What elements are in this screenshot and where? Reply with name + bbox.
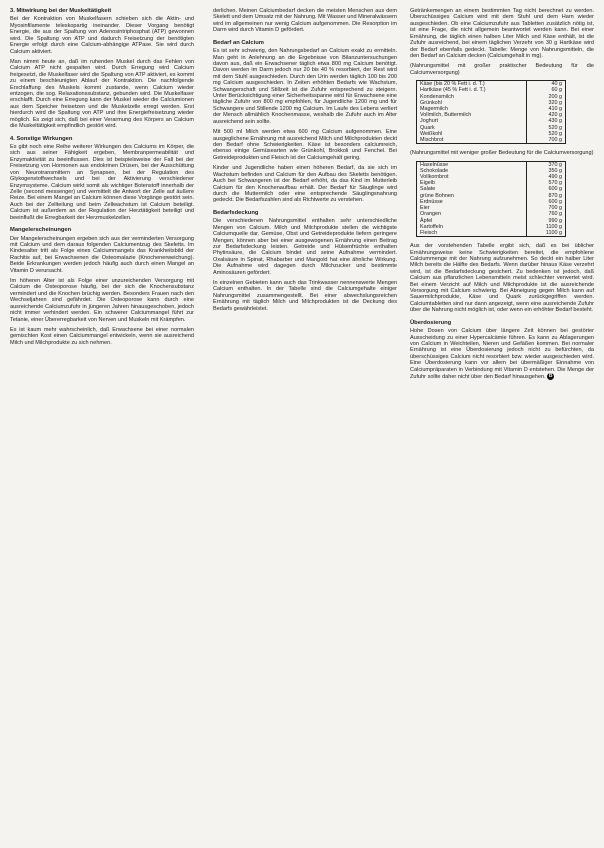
section-heading-deficiency: Mangelerscheinungen — [10, 227, 72, 234]
food-name: Äpfel — [420, 217, 433, 224]
food-amount: 700 g — [527, 137, 566, 144]
paragraph: Im höheren Alter ist als Folge einer unzureichenden Versorgung mit Calcium die Osteoporose häufig, bei der sich die Knochensubstanz vermindert und die Knochen brüchig werden. Besonders Frauen nach den Wechseljahren sind gefährdet. Die Osteoporose kann durch eine ausreichende Calciumzufuhr in jüngeren Jahren hinausgeschoben, jedoch nicht immer verhindert werden. Ein schwerer Calciummangel führt zur Tetanie, einer Übererregbarkeit von Nerven und Muskeln mit Krämpfen. — [10, 278, 194, 323]
food-amount: 350 g — [527, 168, 566, 174]
paragraph: Es ist sehr schwierig, den Nahrungsbedarf an Calcium exakt zu ermitteln. Man geht in Anlehnung an die Ergebnisse von Bilanzuntersuchungen davon aus, daß ein Erwachsener täglich etwa 800 mg Calcium benötigt. Davon werden im Darm jedoch nur 20 bis 40 % resorbiert, der Rest wird mit dem Stuhl ausgeschieden. Durch den Urin werden täglich 100 bis 200 mg Calcium ausgeschieden. In Zeiten erhöhten Bedarfs wie Wachstum, Schwangerschaft und Stillzeit ist die Zufuhr entsprechend zu steigern. Unter Berücksichtigung einer Sicherheitsspanne wird für Erwachsene eine tägliche Zufuhr von 800 mg empfohlen, für Jugendliche 1200 mg und für Schwangere und Stillende 1200 mg Calcium. Im Laufe des Lebens verliert der Mensch allmählich Knochenmasse, weshalb die Zufuhr auch im Alter ausreichend sein sollte. — [213, 48, 397, 125]
food-name: Orangen — [420, 211, 441, 218]
food-amount: 40 g — [527, 81, 566, 88]
food-name: Magermilch — [420, 106, 448, 113]
food-amount: 700 g — [527, 205, 566, 211]
food-amount: 430 g — [527, 118, 566, 124]
section-heading-muscle: 3. Mitwirkung bei der Muskeltätigkeit — [10, 8, 112, 14]
food-amount: 870 g — [527, 193, 566, 199]
food-amount: 1100 g — [527, 224, 566, 230]
food-name: Weißkohl — [420, 130, 443, 137]
food-name: Hartkäse (45 % Fett i. d. T.) — [420, 87, 486, 94]
food-name: Joghurt — [420, 118, 438, 125]
food-amount: 320 g — [527, 100, 566, 106]
paragraph: In einzelnen Gebieten kann auch das Trinkwasser nennenswerte Mengen Calcium enthalten. In der Tabelle sind die Calciumgehalte einiger Nahrungsmittel zusammengestellt. Bei einer abwechslungsreichen Ernährung mit täglich Milch und Milchprodukten ist die Deckung des Bedarfs gewährleistet. — [213, 280, 397, 312]
food-amount: 520 g — [527, 125, 566, 131]
food-amount: 410 g — [527, 106, 566, 112]
paragraph: Kinder und Jugendliche haben einen höheren Bedarf, da sie sich im Wachstum befinden und Calcium für den Aufbau des Skeletts benötigen. Auch bei Schwangeren ist der Bedarf erhöht, da das Kind im Mutterleib Calcium für den Knochenaufbau erhält. Der Bedarf für Säuglinge wird durch die Muttermilch oder eine entsprechende Säuglingsnahrung gedeckt. Die Bedarfszahlen sind als Richtwerte zu verstehen. — [213, 165, 397, 204]
food-name: Vollkornbrot — [420, 174, 449, 181]
food-name: Haselnüsse — [420, 161, 449, 168]
paragraph: Bei der Kontraktion von Muskelfasern schieben sich die Aktin- und Myosinfilamente teleskopartig ineinander. Dieser Vorgang benötigt Energie, die aus der Spaltung von Adenosintriphosphat (ATP) gewonnen wird. Die Spaltung von ATP und dadurch Freisetzung der benötigten Energie erfolgt durch eine Calcium-abhängige ATPase. Sie wird durch Calcium aktiviert. — [10, 16, 194, 55]
food-name: grüne Bohnen — [420, 192, 454, 199]
food-amount: 600 g — [527, 199, 566, 205]
food-amount: 1100 g — [527, 230, 566, 237]
food-name: Grünkohl — [420, 99, 442, 106]
food-amount: 570 g — [527, 180, 566, 186]
overdose-text: Hohe Dosen von Calcium über längere Zeit können bei gestörter Ausscheidung zu einer Hypercalcämie führen. Es kann zu Ablagerungen von Calcium in Weichteilen, Nieren und Gefäßen kommen. Bei normaler Ernährung ist eine Überdosierung jedoch nicht zu befürchten, da überschüssiges Calcium nicht resorbiert bzw. wieder ausgeschieden wird. Eine Überdosierung kann vor allem bei übermäßiger Einnahme von Calciumpräparaten in Verbindung mit Vitamin D entstehen. Die Menge der Zufuhr sollte daher nicht über den Bedarf hinausgehen. — [410, 328, 594, 381]
text-column-right — [410, 8, 594, 385]
food-name: Vollmilch, Buttermilch — [420, 112, 472, 119]
paragraph: Aus der vorstehenden Tabelle ergibt sich, daß es bei üblicher Ernährungsweise keine Schwierigkeiten bereitet, die empfohlene Calciummenge mit der Nahrung aufzunehmen. So deckt ein halber Liter Milch bereits die Hälfte des Bedarfs. Wenn darüber hinaus Käse verzehrt wird, ist die Bedarfsdeckung gesichert. Zu bedenken ist jedoch, daß Calcium aus pflanzlichen Lebensmitteln meist schlechter verwertet wird. Bei einem Verzicht auf Milch und Milchprodukte ist die ausreichende Versorgung mit Calcium schwierig. Bei Abneigung gegen Milch kann auf Sauermilchprodukte, Käse und Quark zurückgegriffen werden. Calciumtabletten sind nur dann angezeigt, wenn eine ausreichende Zufuhr über die Nahrung nicht möglich ist, oder wenn ein erhöhter Bedarf besteht. — [410, 243, 594, 314]
table-caption-minor-sources: (Nahrungsmittel mit weniger großer Bedeutung für die Calciumversorgung) — [410, 150, 594, 157]
food-amount: 990 g — [527, 218, 566, 224]
table-row — [417, 81, 566, 88]
food-name: Erdnüsse — [420, 198, 443, 205]
food-name: Eigelb — [420, 180, 435, 187]
food-name: Schokolade — [420, 167, 449, 174]
paragraph: Es gibt noch eine Reihe weiterer Wirkungen des Calciums im Körper, die sich aus seiner Fähigkeit ergeben, Membranpermeabilität und Enzymaktivität zu beeinflussen. Dies ist beispielsweise der Fall bei der Freisetzung von Hormonen aus endokrinen Drüsen, bei der Ausschüttung von Neurotransmittern an Synapsen, bei der Regulation des Glykogenstoffwechsels und bei der Aktivierung verschiedener Enzymsysteme. Calcium wirkt somit als wichtiger Botenstoff innerhalb der Zelle (second messenger) und vermittelt die Antwort der Zelle auf äußere Reize. Bei einem Mangel an Calcium können diese Vorgänge gestört sein. Auch bei der Zellteilung und beim Zellwachstum ist Calcium beteiligt. Calcium ist außerdem an der Regulation der Herztätigkeit beteiligt und beeinflußt die Erregbarkeit der Herzmuskelzellen. — [10, 144, 194, 221]
food-name: Quark — [420, 124, 435, 131]
text-column-left — [10, 8, 194, 350]
table-row — [417, 137, 566, 144]
end-of-article-icon: B — [548, 373, 553, 380]
food-name: Fleisch — [420, 229, 438, 236]
calcium-table-minor — [416, 161, 566, 237]
food-amount: 520 g — [527, 131, 566, 137]
text-column-middle — [213, 8, 397, 316]
section-heading-overdose: Überdosierung — [410, 319, 452, 326]
food-name: Eier — [420, 205, 430, 212]
calcium-table-major — [416, 80, 566, 144]
paragraph: Der Mangelerscheinungen ergeben sich aus der verminderten Versorgung mit Calcium und dem daraus folgenden Calciumentzug des Skeletts. Im Kindesalter tritt als Folge eines Calciummangels das Krankheitsbild der Rachitis auf, bei Erwachsenen die Osteomalazie (Knochenerweichung). Beide Erkrankungen werden jedoch häufig auch durch einen Mangel an Vitamin D verursacht. — [10, 235, 194, 274]
paragraph: Es ist kaum mehr wahrscheinlich, daß Erwachsene bei einer normalen gemischten Kost einen Calciummangel entwickeln, wenn sie ausreichend Milch und Milchprodukte zu sich nehmen. — [10, 326, 194, 346]
food-name: Mischbrot — [420, 137, 444, 144]
table-row — [417, 230, 566, 237]
food-amount: 760 g — [527, 211, 566, 217]
food-amount: 420 g — [527, 112, 566, 118]
section-heading-other-effects: 4. Sonstige Wirkungen — [10, 135, 73, 142]
food-amount: 60 g — [527, 87, 566, 93]
paragraph: Getränkemengen an einem bestimmten Tag nicht berechnet zu werden. Überschüssiges Calcium wird mit dem Stuhl und dem Harn wieder ausgeschieden. Ob eine Calciumzufuhr aus Tabletten zusätzlich nötig ist, ist eine Frage, die nicht allgemein beantwortet werden kann. Bei einer Ernährung, die täglich einen halben Liter Milch und Käse enthält, ist die Zufuhr ausreichend, bei einem täglichen Verzehr von 30 g Hartkäse wird der Bedarf ebenfalls gedeckt. Tabelle: Menge von Nahrungsmitteln, die den Bedarf an Calcium decken (Calciumgehalt in mg). — [410, 8, 594, 59]
table-row — [417, 161, 566, 168]
food-amount: 200 g — [527, 94, 566, 100]
food-amount: 600 g — [527, 186, 566, 192]
section-heading-requirement: Bedarf an Calcium — [213, 39, 264, 46]
paragraph: Man nimmt heute an, daß im ruhenden Muskel durch das Fehlen von Calcium ATP nicht gespalten wird. Durch Erregung wird Calcium freigesetzt, die Muskelfaser wird die Spaltung von ATP aktiviert, es kommt zu einem beschleunigten Ablauf der Kontraktion. Die nachfolgende Erschlaffung des Muskels kommt zustande, wenn Calcium wieder entzogen, die sog. Relaxationssubstanz, gebunden wird. Die Muskelfaser erschlafft. Durch eine Erregung kann der Muskel wieder die Calciumionen aus dem Speicher freisetzen und die Muskelzelle erregt werden. Erst hierdurch wird die Spaltung von ATP und ihre Energiefreisetzung wieder möglich. Es zeigt sich, daß bei einer Verarmung des Körpers an Calcium die Muskeltätigkeit empfindlich gestört wird. — [10, 58, 194, 130]
food-amount: 490 g — [527, 174, 566, 180]
table-caption-major-sources: (Nahrungsmittel mit großer praktischer Bedeutung für die Calciumversorgung) — [410, 63, 594, 76]
paragraph: Mit 500 ml Milch werden etwa 600 mg Calcium aufgenommen. Eine ausgeglichene Ernährung mit ausreichend Milch und Milchprodukten deckt den Bedarf ohne Schwierigkeiten. Käse ist besonders calciumreich, ebenso einige Gemüsearten wie Grünkohl, Brokkoli und Fenchel. Bei Getreideprodukten und Fleisch ist der Calciumgehalt gering. — [213, 129, 397, 161]
food-name: Salate — [420, 186, 436, 193]
section-heading-coverage: Bedarfsdeckung — [213, 209, 259, 216]
food-amount: 370 g — [527, 161, 566, 168]
paragraph: derlichen. Meinen Calciumbedarf decken die meisten Menschen aus dem Skelett und dem Umsatz mit der Nahrung. Mit Wasser und Mineralwässern wird im allgemeinen nur wenig Calcium aufgenommen. Die Resorption im Darm wird durch Vitamin D gefördert. — [213, 8, 397, 34]
food-name: Kartoffeln — [420, 223, 443, 230]
paragraph — [410, 328, 594, 380]
food-name: Käse (bis 20 % Fett i. d. T.) — [420, 81, 485, 88]
paragraph: Die verschiedenen Nahrungsmittel enthalten sehr unterschiedliche Mengen von Calcium. Milch und Milchprodukte stellen die wichtigste Calciumquelle dar. Gemüse, Obst und Getreideprodukte liefern geringere Mengen, können aber bei einer ausgewogenen Ernährung einen Beitrag zur Bedarfsdeckung leisten. Getreide und Hülsenfrüchte enthalten Phytinsäure, die Calcium bindet und seine Aufnahme vermindert. Oxalsäure in Spinat, Rhabarber und Mangold hat eine ähnliche Wirkung. Die Aufnahme wird dagegen durch Milchzucker und bestimmte Aminosäuren gefördert. — [213, 218, 397, 276]
food-name: Kondensmilch — [420, 93, 454, 100]
